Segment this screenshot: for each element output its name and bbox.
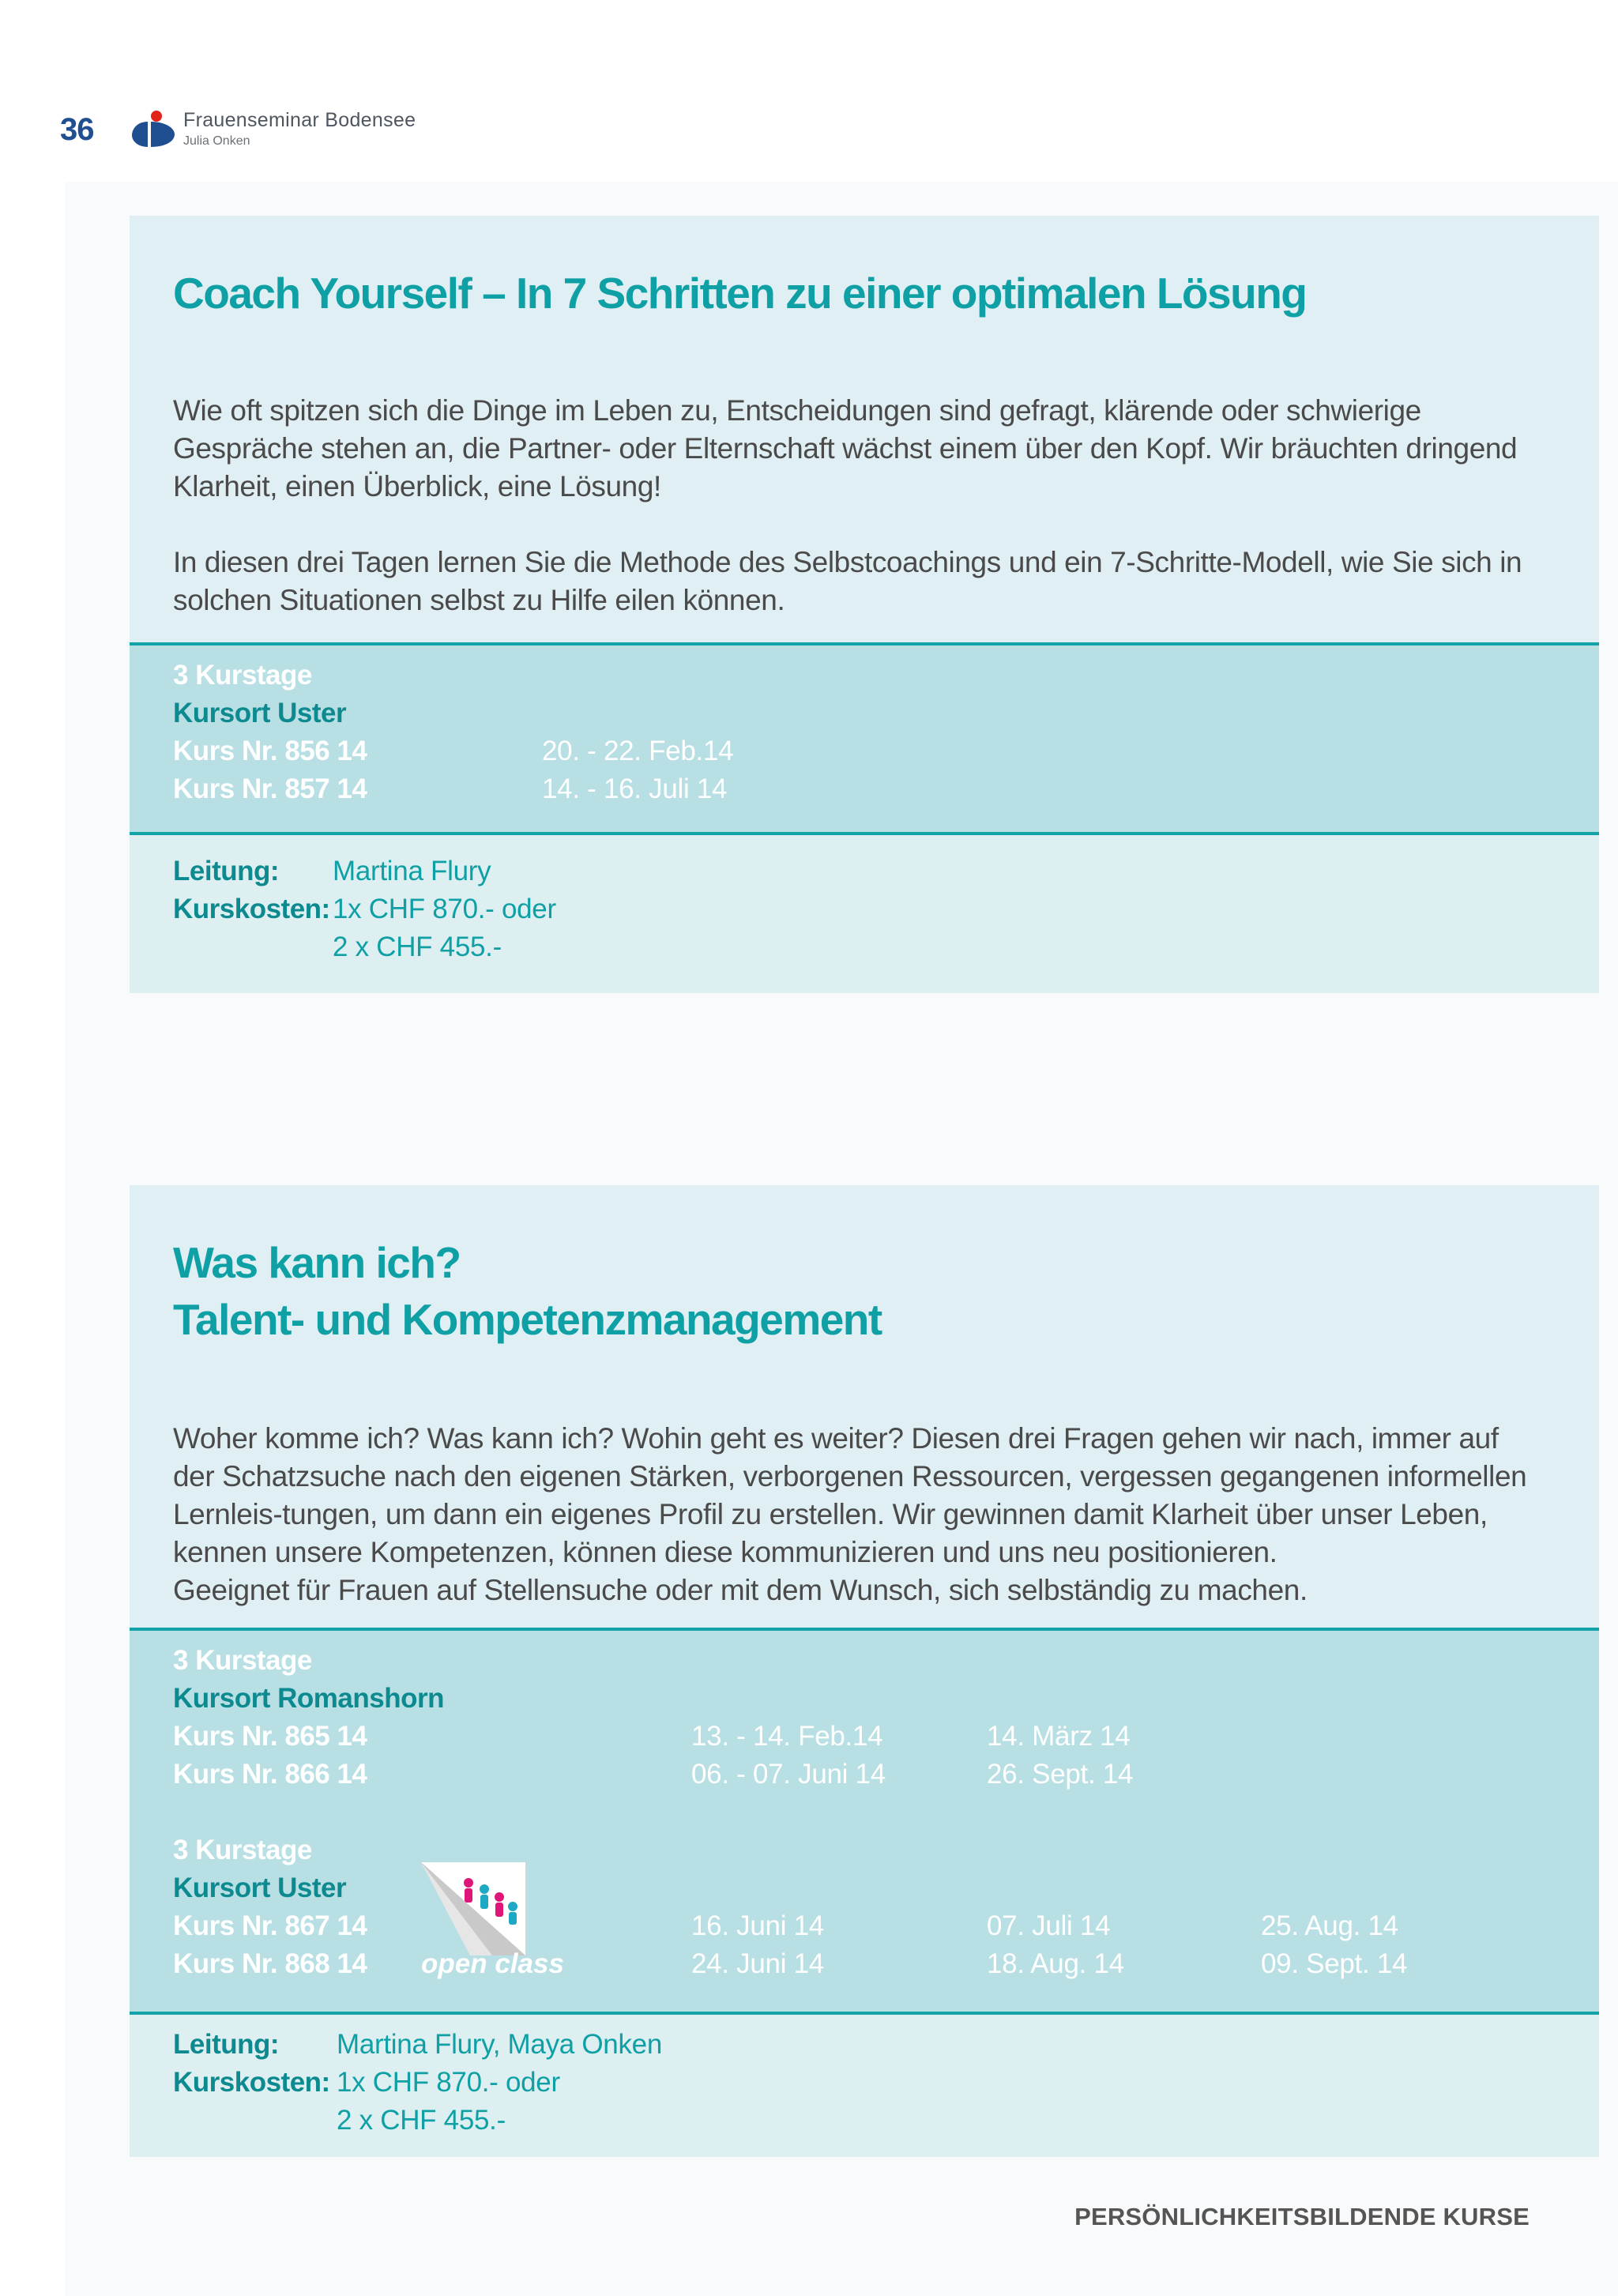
leitung-label: Leitung: — [173, 2029, 280, 2060]
leitung-label: Leitung: — [173, 856, 280, 886]
kurskosten-value: 1x CHF 870.- oder — [337, 2067, 560, 2098]
description-paragraph: In diesen drei Tagen lernen Sie die Methode des Selbstcoachings und ein 7-Schritte-Modell, wie Sie sich in solchen Situationen selbst zu Hilfe eilen können. — [173, 546, 1522, 616]
course-date: 26. Sept. 14 — [987, 1759, 1134, 1790]
page-number: 36 — [60, 112, 94, 147]
kurskosten-value: 2 x CHF 455.- — [337, 2105, 506, 2136]
course-location: Kursort Uster — [173, 698, 347, 728]
course-location: Kursort Uster — [173, 1873, 347, 1903]
course-days: 3 Kurstage — [173, 660, 312, 691]
section-footer: PERSÖNLICHKEITSBILDENDE KURSE — [1074, 2203, 1530, 2230]
course-intro — [130, 1185, 1599, 1628]
course-coach-yourself — [130, 216, 1599, 993]
description-paragraph: Wie oft spitzen sich die Dinge im Leben zu, Entscheidungen sind gefragt, klärende oder schwierige Gespräche stehen an, die Partner- oder Elternschaft wächst einem über den Kopf. Wir bräuchten dringend Klarheit, einen Überblick, eine Lösung! — [173, 394, 1518, 502]
course-info — [130, 835, 1599, 993]
course-date: 13. - 14. Feb.14 — [691, 1721, 883, 1752]
course-schedule — [130, 1628, 1599, 2015]
course-location: Kursort Romanshorn — [173, 1683, 444, 1714]
course-was-kann-ich — [130, 1185, 1599, 2157]
course-description — [173, 392, 1540, 619]
kurskosten-label: Kurskosten: — [173, 894, 330, 924]
course-title-line: Talent- und Kompetenzmanagement — [173, 1295, 882, 1344]
course-number: Kurs Nr. 867 14 — [173, 1910, 367, 1941]
kurskosten-value: 2 x CHF 455.- — [333, 932, 502, 962]
course-date: 07. Juli 14 — [987, 1910, 1111, 1941]
course-days: 3 Kurstage — [173, 1835, 312, 1865]
course-number: Kurs Nr. 868 14 — [173, 1948, 367, 1979]
course-date: 20. - 22. Feb.14 — [542, 736, 734, 766]
course-date: 14. März 14 — [987, 1721, 1131, 1752]
course-description — [173, 1420, 1540, 1609]
course-date: 06. - 07. Juni 14 — [691, 1759, 886, 1790]
course-date: 24. Juni 14 — [691, 1948, 824, 1979]
course-number: Kurs Nr. 856 14 — [173, 736, 367, 766]
leitung-value: Martina Flury, Maya Onken — [337, 2029, 662, 2060]
course-schedule — [130, 642, 1599, 835]
course-number: Kurs Nr. 865 14 — [173, 1721, 367, 1752]
brand-subtitle: Julia Onken — [183, 134, 250, 148]
course-title: Coach Yourself – In 7 Schritten zu einer optimalen Lösung — [173, 269, 1307, 318]
course-title-line: Was kann ich? — [173, 1238, 461, 1287]
kurskosten-value: 1x CHF 870.- oder — [333, 894, 556, 924]
open-class-badge-icon — [421, 1862, 525, 1955]
frauenseminar-logo-icon — [130, 109, 176, 149]
course-days: 3 Kurstage — [173, 1645, 312, 1676]
course-date: 16. Juni 14 — [691, 1910, 824, 1941]
course-number: Kurs Nr. 857 14 — [173, 773, 367, 804]
course-number: Kurs Nr. 866 14 — [173, 1759, 367, 1790]
course-date: 14. - 16. Juli 14 — [542, 773, 728, 804]
open-class-label: open class — [421, 1948, 564, 1979]
course-intro — [130, 216, 1599, 642]
course-title — [173, 1234, 882, 1348]
course-date: 25. Aug. 14 — [1261, 1910, 1398, 1941]
page-margin — [0, 0, 65, 2296]
brand-name: Frauenseminar Bodensee — [183, 109, 416, 131]
leitung-value: Martina Flury — [333, 856, 491, 886]
course-date: 09. Sept. 14 — [1261, 1948, 1408, 1979]
description-paragraph: Geeignet für Frauen auf Stellensuche oder mit dem Wunsch, sich selbständig zu machen. — [173, 1574, 1308, 1606]
description-paragraph: Woher komme ich? Was kann ich? Wohin geht es weiter? Diesen drei Fragen gehen wir nach, immer auf der Schatzsuche nach den eigenen Stärken, verborgenen Ressourcen, vergessen gegangenen informellen Lernleis-tungen, um dann ein eigenes Profil zu erstellen. Wir gewinnen damit Klarheit über unser Leben, kennen unsere Kompetenzen, können diese kommunizieren und uns neu positionieren. — [173, 1422, 1527, 1568]
course-date: 18. Aug. 14 — [987, 1948, 1124, 1979]
course-info — [130, 2015, 1599, 2157]
kurskosten-label: Kurskosten: — [173, 2067, 330, 2098]
